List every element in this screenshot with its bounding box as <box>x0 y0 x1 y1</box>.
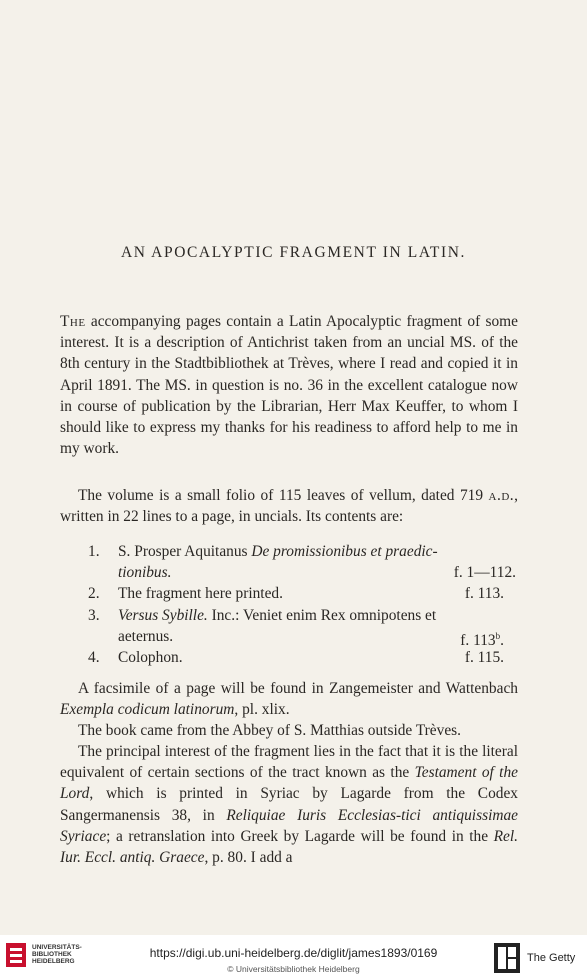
folio-ref: f. 115. <box>464 649 504 667</box>
list-item <box>88 647 518 668</box>
list-item <box>88 541 518 583</box>
paragraph-2 <box>60 485 518 527</box>
list-italic-text: De promissionibus et praedic- <box>251 543 438 560</box>
permalink-url[interactable]: https://digi.ub.uni-heidelberg.de/diglit/james1893/0169 <box>149 946 438 960</box>
getty-logo-text: The Getty <box>527 952 576 964</box>
list-italic-text: Versus Sybille. <box>118 606 208 624</box>
list-text: Colophon. <box>118 649 183 667</box>
university-library-logo-text: UNIVERSITÄTS- BIBLIOTHEK HEIDELBERG <box>32 944 82 965</box>
list-number: 3. <box>88 606 100 624</box>
folio-ref-text: f. 113 <box>460 631 496 649</box>
paragraph-5-italic-1: Testament of the Lord <box>60 764 518 803</box>
paragraph-2-ad: a.d. <box>488 487 515 504</box>
paragraph-5-text-d: , p. 80. I add a <box>204 849 293 867</box>
list-number: 2. <box>88 585 100 603</box>
paragraph-5-text-c: ; a retranslation into Greek by Lagarde will be found in the <box>106 827 494 845</box>
paragraph-5-italic-2: Reliquiae Iuris Ecclesias-tici antiquissimae Syriace <box>60 806 518 845</box>
list-text: The fragment here printed. <box>118 585 283 603</box>
paragraph-3 <box>60 678 518 720</box>
copyright-notice: © Universitätsbibliothek Heidelberg <box>227 964 360 974</box>
folio-ref-end: . <box>500 631 504 649</box>
list-number: 4. <box>88 649 100 667</box>
paragraph-4 <box>60 720 518 741</box>
list-continuation: aeternus. <box>118 627 174 645</box>
paragraph-5 <box>60 741 518 868</box>
viewer-footer <box>0 935 587 980</box>
contents-list <box>88 541 518 668</box>
paragraph-3-italic: Exempla codicum latinorum <box>60 701 235 719</box>
list-number: 1. <box>88 543 100 560</box>
paragraph-1-first-word: The <box>60 313 86 330</box>
paragraph-2-text-b: , written in 22 lines to a page, in uncials. Its contents are: <box>60 487 518 526</box>
paragraph-1 <box>60 311 518 459</box>
list-item <box>88 583 518 604</box>
folio-ref: f. 113. <box>464 585 504 603</box>
paragraph-5-italic-3: Rel. Iur. Eccl. antiq. Graece <box>60 827 518 867</box>
getty-logo-icon <box>494 943 520 973</box>
folio-ref: f. 1—112. <box>453 564 516 582</box>
list-item <box>88 605 518 647</box>
page-title: AN APOCALYPTIC FRAGMENT IN LATIN. <box>120 244 467 261</box>
list-text: S. Prosper Aquitanus <box>118 543 252 560</box>
folio-ref-sup: b <box>495 630 501 641</box>
paragraph-5-text-b: , which is printed in Syriac by Lagarde from the Codex Sangermanensis 38, in <box>60 785 518 824</box>
paragraph-5-text-a: The principal interest of the fragment lies in the fact that it is the literal equivalent of certain sections of the tract known as the <box>60 743 518 782</box>
list-continuation: tionibus. <box>118 564 172 582</box>
paragraph-3-text-b: , pl. xlix. <box>234 701 290 719</box>
paragraph-3-text-a: A facsimile of a page will be found in Zangemeister and Wattenbach <box>78 680 518 697</box>
list-text: Inc.: Veniet enim Rex omnipotens et <box>207 606 437 624</box>
paragraph-1-text: accompanying pages contain a Latin Apocalyptic fragment of some interest. It is a description of Antichrist taken from an uncial MS. of the 8th century in the Stadtbibliothek at Trèves, where I read and copied it in April 1891. The MS. in question is no. 36 in the excellent catalogue now in course of publication by the Librarian, Herr Max Keuffer, to whom I should like to express my thanks for his readiness to afford help to me in my work. <box>60 313 518 458</box>
paragraph-2-text-a: The volume is a small folio of 115 leaves of vellum, dated 719 <box>78 487 489 504</box>
paragraph-4-text: The book came from the Abbey of S. Matthias outside Trèves. <box>78 722 461 739</box>
